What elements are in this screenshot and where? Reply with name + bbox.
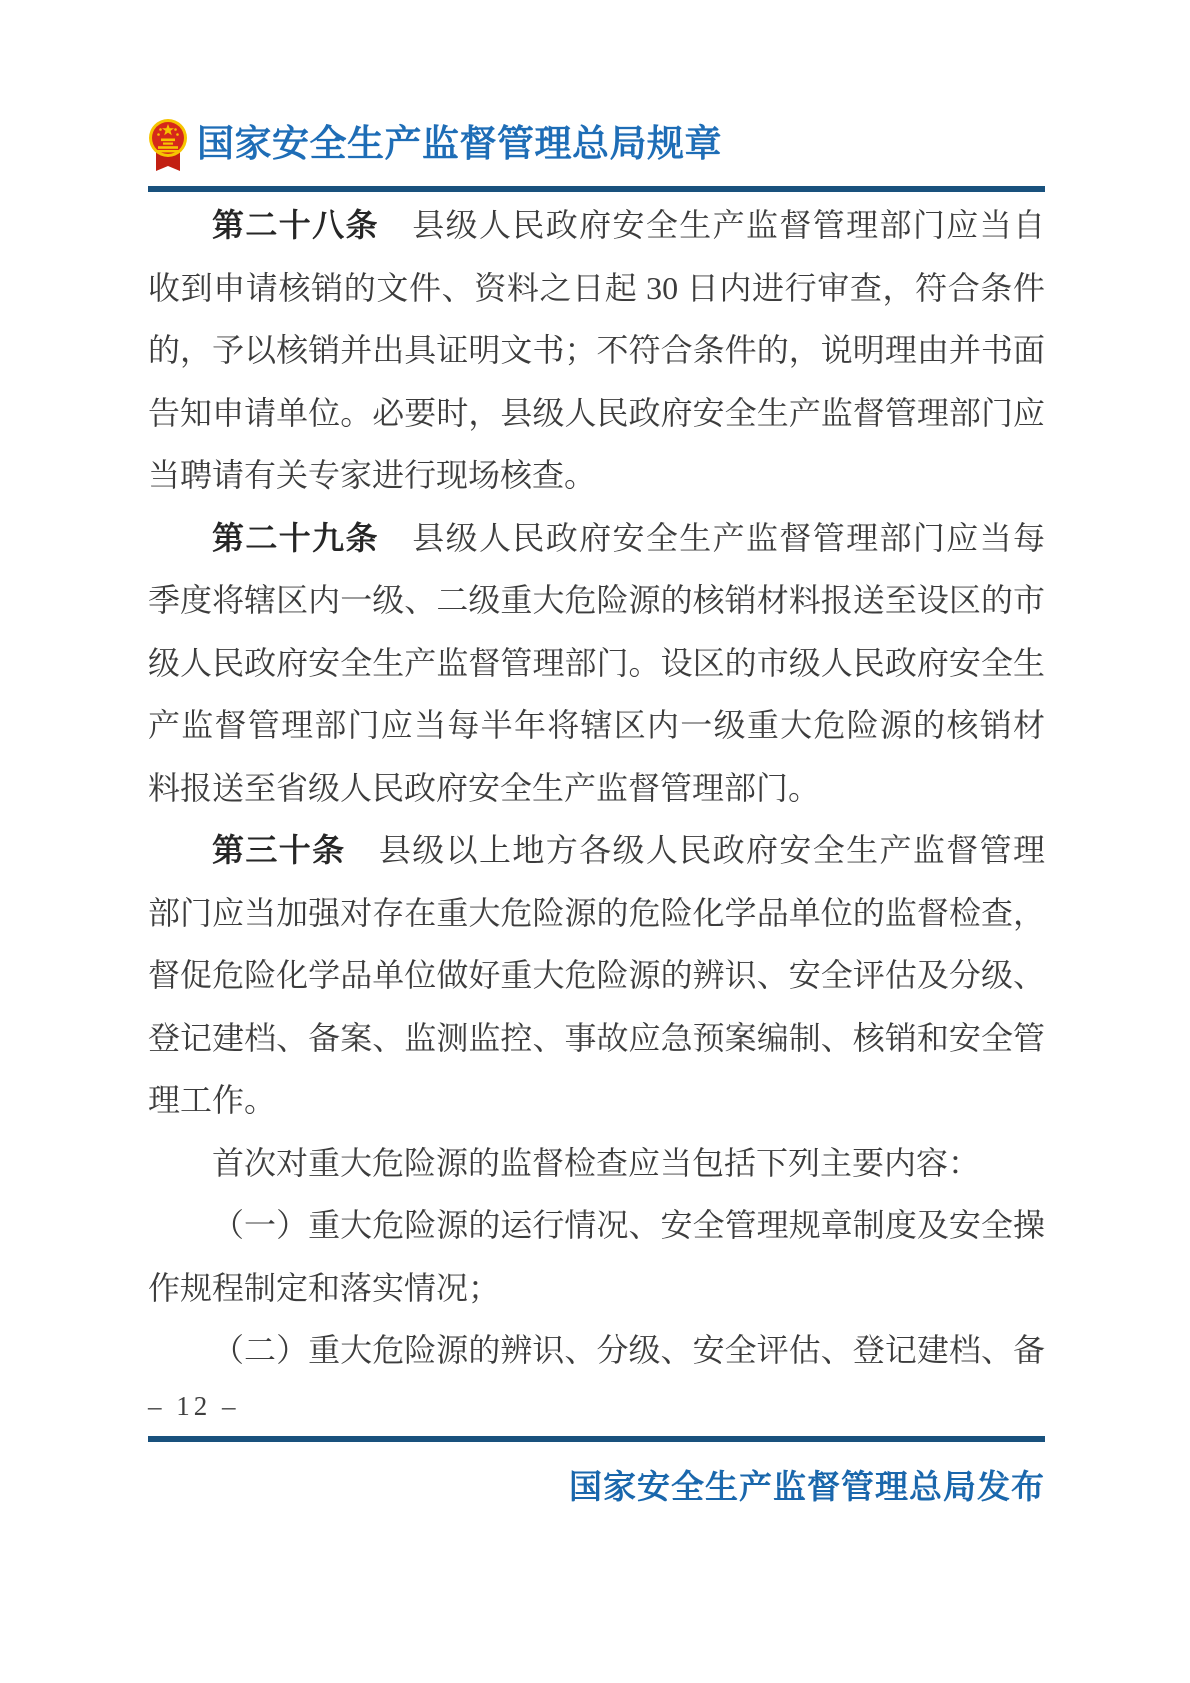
- body-line: [148, 819, 1045, 882]
- article-number: 第二十九条: [212, 519, 379, 556]
- line-text: 县级人民政府安全生产监督管理部门应当自: [378, 207, 1045, 243]
- body-line: （二）重大危险源的辨识、分级、安全评估、登记建档、备: [212, 1332, 1045, 1368]
- body-line: 料报送至省级人民政府安全生产监督管理部门。: [148, 769, 821, 806]
- page-number: – 12 –: [148, 1390, 240, 1421]
- document-header: [148, 0, 1045, 174]
- body-line: 作规程制定和落实情况；: [148, 1269, 501, 1306]
- paragraph-article-28: [148, 194, 1045, 507]
- body-line: 收到申请核销的文件、资料之日起 30 日内进行审查，符合条件: [148, 269, 1045, 306]
- paragraph-article-30: [148, 819, 1045, 1132]
- article-number: 第二十八条: [212, 207, 379, 243]
- body-line: 部门应当加强对存在重大危险源的危险化学品单位的监督检查，: [148, 894, 1045, 931]
- footer-rule: [148, 1436, 1045, 1442]
- body-line: 的，予以核销并出具证明文书；不符合条件的，说明理由并书面: [148, 332, 1045, 368]
- paragraph-item-2: [148, 1319, 1045, 1382]
- body-line: 首次对重大危险源的监督检查应当包括下列主要内容：: [212, 1144, 981, 1181]
- content-column: [148, 0, 1045, 1508]
- line-text: 县级人民政府安全生产监督管理部门应当每: [378, 519, 1045, 556]
- body-line: 级人民政府安全生产监督管理部门。设区的市级人民政府安全生: [148, 644, 1045, 681]
- body-line: 督促危险化学品单位做好重大危险源的辨识、安全评估及分级、: [148, 957, 1045, 993]
- body-line: 当聘请有关专家进行现场核查。: [148, 457, 597, 493]
- paragraph-inspection-intro: [148, 1132, 1045, 1195]
- paragraph-item-1: [148, 1194, 1045, 1319]
- china-national-emblem-icon: [148, 116, 188, 174]
- body-line: 理工作。: [148, 1082, 277, 1118]
- article-number: 第三十条: [212, 832, 346, 868]
- header-rule: [148, 186, 1045, 192]
- body-line: 告知申请单位。必要时，县级人民政府安全生产监督管理部门应: [148, 394, 1045, 431]
- body-line: [148, 194, 1045, 257]
- paragraph-article-29: [148, 507, 1045, 820]
- body-line: （一）重大危险源的运行情况、安全管理规章制度及安全操: [212, 1207, 1045, 1243]
- body-line: 登记建档、备案、监测监控、事故应急预案编制、核销和安全管: [148, 1019, 1045, 1056]
- publisher-line: 国家安全生产监督管理总局发布: [569, 1469, 1045, 1506]
- line-text: 县级以上地方各级人民政府安全生产监督管理: [345, 832, 1045, 868]
- document-body: [148, 194, 1045, 1382]
- body-line: 季度将辖区内一级、二级重大危险源的核销材料报送至设区的市: [148, 582, 1045, 618]
- body-line: [148, 507, 1045, 570]
- page-title: 国家安全生产监督管理总局规章: [197, 123, 722, 165]
- body-line: 产监督管理部门应当每半年将辖区内一级重大危险源的核销材: [148, 707, 1045, 743]
